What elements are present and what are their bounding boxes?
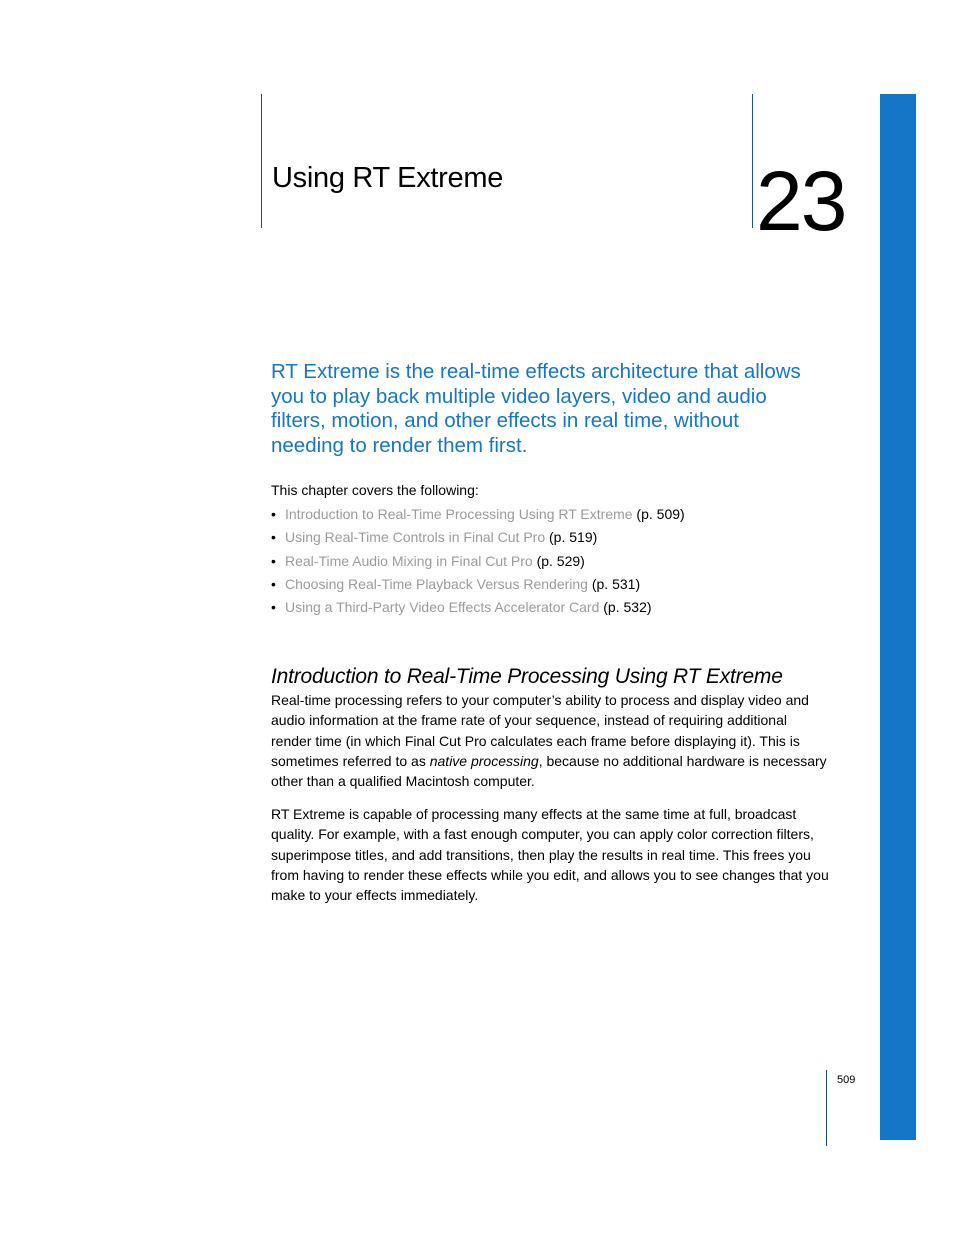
toc-link-realtime-controls[interactable]: Using Real-Time Controls in Final Cut Pro <box>285 529 546 546</box>
emphasis-term: native processing <box>429 752 539 769</box>
body-paragraph <box>271 690 831 791</box>
toc-link-introduction[interactable]: Introduction to Real-Time Processing Using RT Extreme <box>285 506 633 522</box>
footer-rule <box>826 1070 827 1146</box>
toc-page-ref: (p. 519) <box>545 529 598 546</box>
body-text: Real-time processing refers to your computer’s ability to process and display video and audio information at the frame rate of your sequence, instead of requiring additional render time (in which Final Cut Pro calculates each frame before displaying it). This is sometimes referred to as <box>271 692 809 769</box>
toc-link-playback-vs-rendering[interactable]: Choosing Real-Time Playback Versus Rendering <box>285 575 588 592</box>
toc-item <box>271 503 685 526</box>
chapter-number: 23 <box>756 154 846 248</box>
chapter-intro: RT Extreme is the real-time effects architecture that allows you to play back multiple video layers, video and audio filters, motion, and other effects in real time, without needing to render them first. <box>271 360 801 457</box>
toc-item <box>271 596 685 619</box>
bullet: • <box>271 506 276 522</box>
chapter-title: Using RT Extreme <box>272 162 504 194</box>
body-paragraph: RT Extreme is capable of processing many effects at the same time at full, broadcast quality. For example, with a fast enough computer, you can apply color correction filters, superimpose titles, and add transitions, then play the results in real time. This frees you from having to render these effects while you edit, and allows you to see changes that you make to your effects immediately. <box>271 806 829 904</box>
toc-page-ref: (p. 509) <box>632 506 685 522</box>
toc-page-ref: (p. 529) <box>532 552 585 569</box>
toc-item <box>271 573 685 596</box>
toc-link-audio-mixing[interactable]: Real-Time Audio Mixing in Final Cut Pro <box>285 552 533 569</box>
header-rule-left <box>261 94 262 228</box>
header-rule-right <box>752 94 753 228</box>
section-heading: Introduction to Real-Time Processing Using RT Extreme <box>271 665 783 688</box>
bullet: • <box>271 529 276 546</box>
toc-page-ref: (p. 531) <box>587 575 641 592</box>
body-text: , because no additional hardware is necessary other than a qualified Macintosh computer. <box>271 752 827 790</box>
toc-link-accelerator-card[interactable]: Using a Third-Party Video Effects Accelerator Card <box>285 599 600 616</box>
toc-page-ref: (p. 532) <box>599 599 652 616</box>
page-number: 509 <box>837 1074 856 1086</box>
covers-label: This chapter covers the following: <box>271 482 479 498</box>
bullet: • <box>271 552 276 569</box>
chapter-contents-list <box>271 503 685 619</box>
toc-item <box>271 526 685 549</box>
bullet: • <box>271 575 276 592</box>
chapter-side-tab <box>880 94 916 1140</box>
bullet: • <box>271 599 276 616</box>
toc-item <box>271 550 685 573</box>
